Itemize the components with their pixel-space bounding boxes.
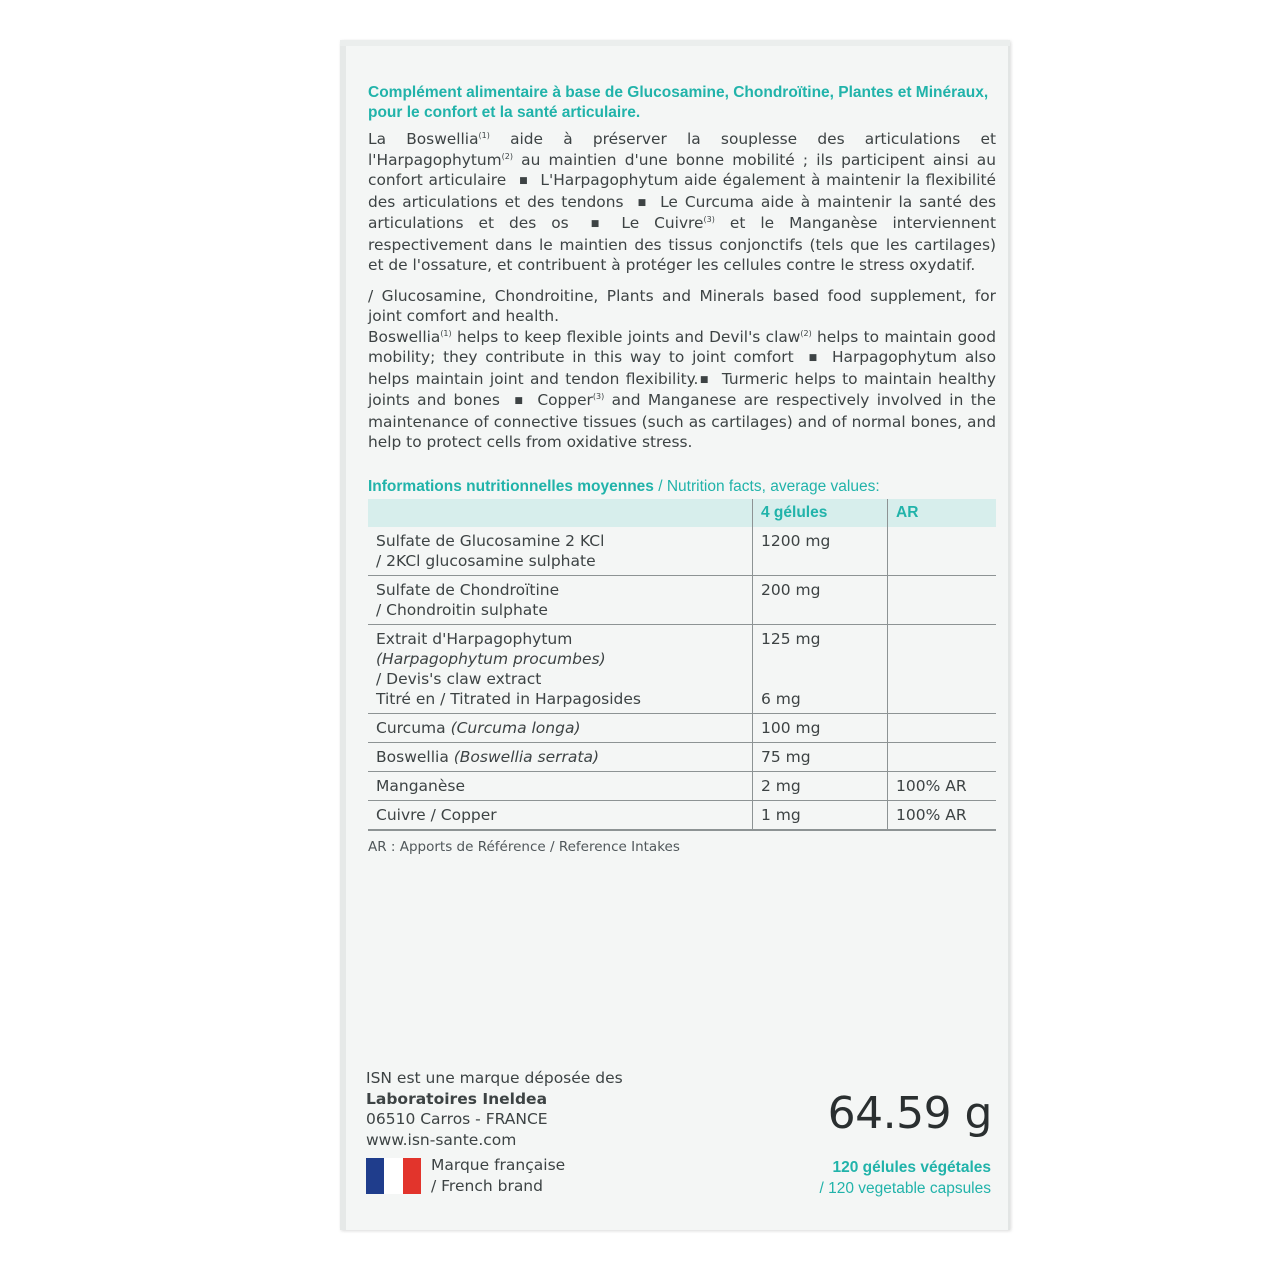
ingredient-fr: Extrait d'Harpagophytum [376, 629, 573, 648]
separator-square-icon: ■ [805, 353, 820, 363]
ar-cell: 100% AR [888, 800, 997, 830]
capsule-count-fr: 120 gélules végétales [832, 1159, 991, 1176]
nutrition-title [368, 477, 996, 497]
footnote-ref: (2) [800, 328, 812, 338]
ar-cell [888, 527, 997, 576]
maker-company: Laboratoires Ineldea [366, 1089, 548, 1108]
net-weight: 64.59 g [827, 1088, 992, 1139]
brand-en: / French brand [431, 1177, 543, 1195]
ingredient-cell [368, 713, 753, 742]
table-row [368, 800, 996, 830]
table-row [368, 713, 996, 742]
footnote-ref: (2) [501, 151, 513, 161]
footnote-ref: (1) [440, 328, 452, 338]
separator-square-icon: ■ [698, 374, 710, 385]
nutrition-table [368, 499, 996, 831]
ar-cell [888, 624, 997, 713]
ingredient-cell [368, 575, 753, 624]
ar-cell [888, 713, 997, 742]
dose-cell: 200 mg [753, 575, 888, 624]
text-fragment: helps to keep flexible joints and Devil's claw [451, 327, 801, 346]
ingredient-fr: Sulfate de Chondroïtine [376, 580, 560, 599]
footnote-ref: (3) [592, 392, 605, 401]
box-top-edge [340, 40, 1010, 46]
description-en [368, 327, 996, 453]
maker-address: 06510 Carros - FRANCE [366, 1110, 548, 1128]
ingredient-latin: (Curcuma longa) [450, 718, 581, 737]
box-left-edge [340, 40, 346, 1230]
table-header-row [368, 499, 996, 527]
ingredient-en: / 2KCl glucosamine sulphate [376, 551, 596, 570]
ingredient-fr: Boswellia [376, 747, 454, 766]
dose-cell [753, 624, 888, 713]
text-fragment: et le Manganèse interviennent respectivement dans le maintien des tissus conjonctifs (tels que les cartilages) et de l'ossature, et contribuent à protéger les cellules contre le stress oxydatif. [368, 214, 996, 274]
ingredient-cell [368, 527, 753, 576]
flag-stripe-white [384, 1158, 402, 1194]
ar-cell [888, 575, 997, 624]
text-fragment: La Boswellia [368, 130, 479, 148]
product-description-title: Complément alimentaire à base de Glucosamine, Chondroïtine, Plantes et Minéraux, pour le confort et la santé articulaire. [368, 84, 989, 121]
header-col-ingredient [368, 499, 753, 527]
text-fragment: Copper [537, 391, 593, 409]
table-row [368, 575, 996, 624]
table-row [368, 624, 996, 713]
ingredient-en: / Chondroitin sulphate [376, 600, 548, 619]
maker-website: www.isn-sante.com [366, 1130, 517, 1149]
nutrition-title-en: / Nutrition facts, average values: [653, 477, 880, 495]
description-fr [368, 129, 996, 276]
ingredient-latin: (Harpagophytum procumbes) [376, 649, 606, 668]
table-row [368, 527, 996, 576]
flag-stripe-blue [366, 1158, 384, 1194]
header-col-ar: AR [888, 499, 997, 527]
text-fragment: L'Harpagophytum aide également à maintenir la flexibilité des articulations et des tendons [368, 171, 996, 211]
reference-intakes-footnote: AR : Apports de Référence / Reference Intakes [368, 838, 680, 855]
ingredient-fr: Curcuma [376, 718, 451, 737]
capsule-count [820, 1157, 991, 1199]
ar-cell [888, 742, 997, 771]
capsule-count-en: / 120 vegetable capsules [819, 1180, 991, 1197]
table-row [368, 742, 996, 771]
ingredient-cell: Manganèse [368, 771, 753, 800]
manufacturer-info [366, 1068, 623, 1150]
footnote-ref: (3) [703, 215, 715, 224]
header-col-dose: 4 gélules [753, 499, 888, 527]
separator-square-icon: ■ [511, 396, 526, 406]
dose-cell: 75 mg [753, 742, 888, 771]
dose-cell: 1200 mg [753, 527, 888, 576]
text-fragment: helps to maintain good mobility; they contribute in this way to joint comfort [368, 327, 996, 366]
ingredient-cell [368, 624, 753, 713]
dose-cell: 100 mg [753, 713, 888, 742]
french-flag-icon [366, 1158, 421, 1194]
brand-fr: Marque française [431, 1156, 566, 1174]
ingredient-fr: Sulfate de Glucosamine 2 KCl [376, 531, 605, 550]
dose-value-titration: 6 mg [761, 689, 801, 708]
text-fragment: aide à préserver la souplesse des articulations et l'Harpagophytum [368, 130, 996, 169]
table-row [368, 771, 996, 800]
maker-line: ISN est une marque déposée des [366, 1069, 623, 1087]
ingredient-titration: Titré en / Titrated in Harpagosides [376, 689, 642, 708]
text-fragment: and Manganese are respectively involved in the maintenance of connective tissues (such as cartilages) and of normal bones, and help to protect cells from oxidative stress. [368, 391, 996, 451]
ingredient-latin: (Boswellia serrata) [453, 747, 600, 766]
text-fragment: Le Curcuma aide à maintenir la santé des articulations et des os [368, 192, 996, 232]
dose-value: 125 mg [761, 629, 821, 648]
text-fragment: Turmeric helps to maintain healthy joints and bones [368, 369, 996, 409]
text-fragment: Le Cuivre [621, 214, 704, 232]
text-fragment: Boswellia [368, 327, 441, 346]
separator-square-icon: ■ [518, 176, 529, 186]
dose-cell: 2 mg [753, 771, 888, 800]
text-fragment: Harpagophytum also helps maintain joint and tendon flexibility. [368, 348, 996, 388]
ingredient-cell: Cuivre / Copper [368, 800, 753, 830]
label-content [368, 80, 996, 855]
footnote-ref: (1) [478, 131, 490, 140]
french-brand-label [431, 1155, 565, 1197]
ingredient-en: / Devis's claw extract [376, 669, 542, 688]
separator-square-icon: ■ [635, 197, 649, 208]
ar-cell: 100% AR [888, 771, 997, 800]
nutrition-title-fr: Informations nutritionnelles moyennes [368, 477, 654, 495]
flag-stripe-red [403, 1158, 421, 1194]
description-en-title: / Glucosamine, Chondroitine, Plants and Minerals based food supplement, for joint comfort and health. [368, 286, 996, 325]
dose-cell: 1 mg [753, 800, 888, 830]
text-fragment: au maintien d'une bonne mobilité ; ils participent ainsi au confort articulaire [368, 150, 996, 189]
ingredient-cell [368, 742, 753, 771]
separator-square-icon: ■ [580, 219, 610, 229]
